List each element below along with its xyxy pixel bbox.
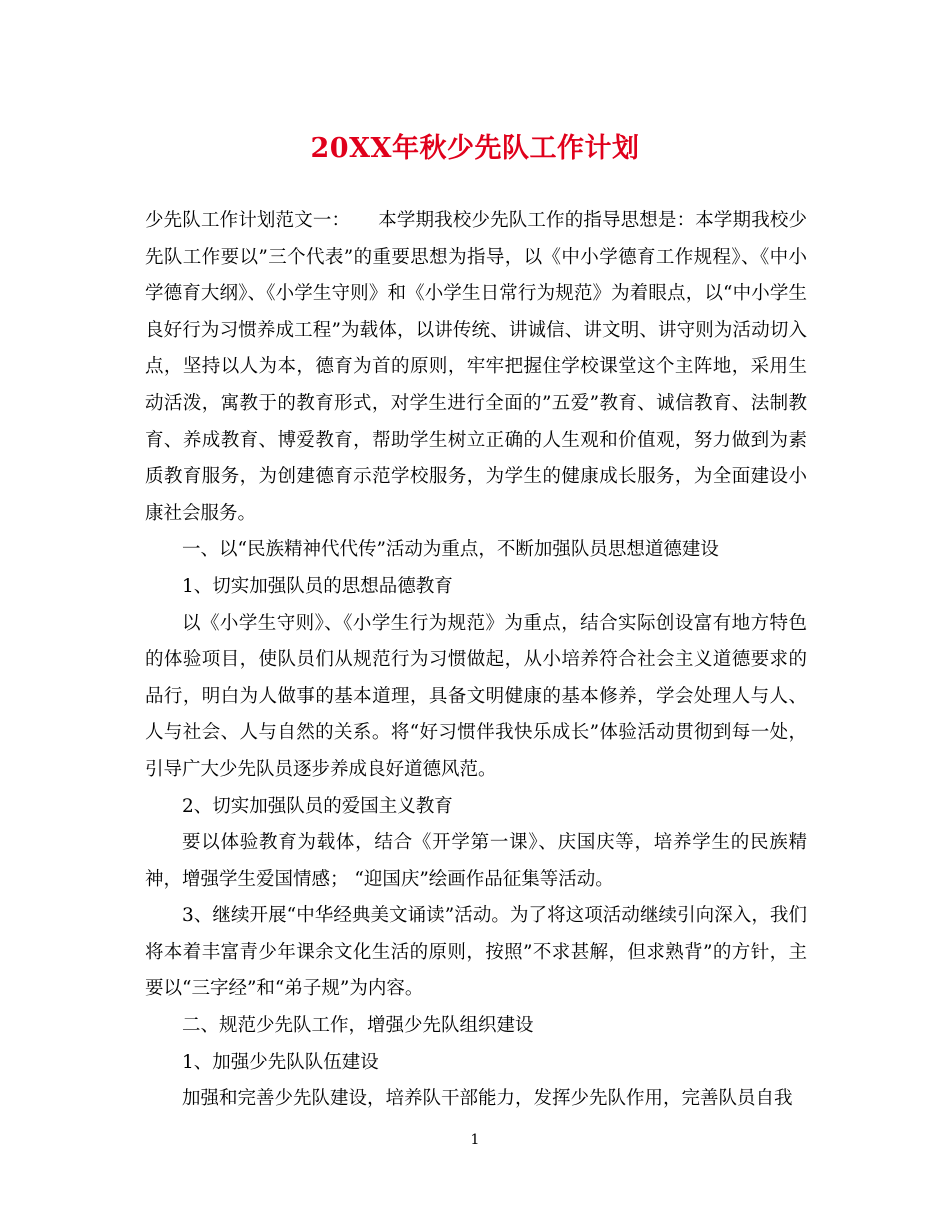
heading-section-1: 一、以“民族精神代代传”活动为重点，不断加强队员思想道德建设	[182, 539, 719, 561]
subheading-1-2: 2、切实加强队员的爱国主义教育	[182, 795, 453, 817]
subheading-1-1: 1、切实加强队员的思想品德教育	[182, 575, 453, 597]
paragraph-1-2: 要以体验教育为载体，结合《开学第一课》、庆国庆等，培养学生的民族精神，增强学生爱国情感； “迎国庆”绘画作品征集等活动。	[145, 832, 807, 890]
document-body	[145, 203, 807, 1118]
document-title: 20XX年秋少先队工作计划	[310, 133, 640, 164]
paragraph-1-1: 以《小学生守则》、《小学生行为规范》为重点，结合实际创设富有地方特色的体验项目，使队员们从规范行为习惯做起，从小培养符合社会主义道德要求的品行，明白为人做事的基本道理，具备文明健康的基本修养，学会处理人与人、人与社会、人与自然的关系。将“好习惯伴我快乐成长”体验活动贯彻到每一处，引导广大少先队员逐步养成良好道德风范。	[145, 612, 807, 780]
paragraph-intro: 少先队工作计划范文一： 本学期我校少先队工作的指导思想是：本学期我校少先队工作要以”三个代表”的重要思想为指导，以《中小学德育工作规程》、《中小学德育大纲》、《小学生守则》和《小学生日常行为规范》为着眼点，以“中小学生良好行为习惯养成工程”为载体，以讲传统、讲诚信、讲文明、讲守则为活动切入点，坚持以人为本，德育为首的原则，牢牢把握住学校课堂这个主阵地，采用生动活泼，寓教于的教育形式，对学生进行全面的”五爱”教育、诚信教育、法制教育、养成教育、博爱教育，帮助学生树立正确的人生观和价值观，努力做到为素质教育服务，为创建德育示范学校服务，为学生的健康成长服务，为全面建设小康社会服务。	[145, 210, 807, 524]
subheading-2-1: 1、加强少先队队伍建设	[182, 1051, 379, 1073]
heading-section-2: 二、规范少先队工作，增强少先队组织建设	[182, 1015, 534, 1037]
page-number: 1	[470, 1132, 480, 1148]
paragraph-1-3: 3、继续开展“中华经典美文诵读”活动。为了将这项活动继续引向深入，我们将本着丰富青少年课余文化生活的原则，按照”不求甚解，但求熟背”的方针，主要以“三字经”和“弟子规”为内容。	[145, 905, 807, 1000]
paragraph-2-1: 加强和完善少先队建设，培养队干部能力，发挥少先队作用，完善队员自我	[182, 1088, 793, 1110]
